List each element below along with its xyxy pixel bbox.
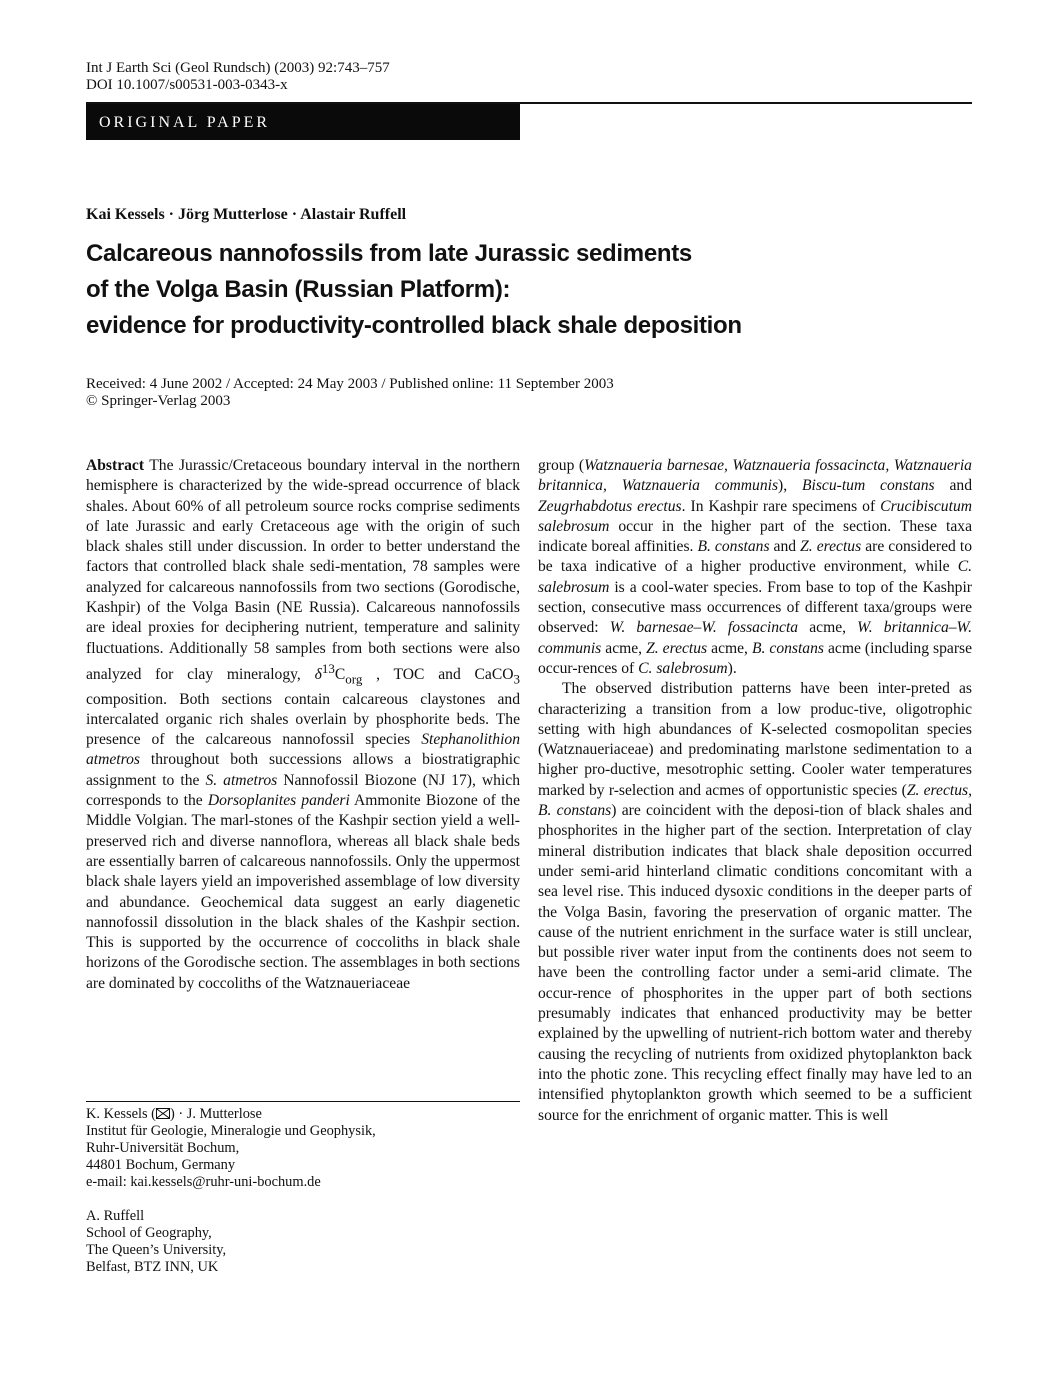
article-type-label: ORIGINAL PAPER bbox=[99, 114, 271, 131]
affiliation-email[interactable]: e-mail: kai.kessels@ruhr-uni-bochum.de bbox=[86, 1174, 321, 1190]
journal-citation: Int J Earth Sci (Geol Rundsch) (2003) 92:743–757 bbox=[86, 60, 390, 76]
affiliation-name: A. Ruffell bbox=[86, 1208, 145, 1224]
author-list: Kai Kessels · Jörg Mutterlose · Alastair Ruffell bbox=[86, 206, 407, 223]
affiliation-rule bbox=[86, 1101, 520, 1102]
abstract-paragraph-1-cont: group (Watznaueria barnesae, Watznaueria fossacincta, Watznaueria britannica, Watznaueria communis), Biscu-tum constans and Zeugrhabdotus erectus. In Kashpir rare specimens of Crucibiscutum salebrosum occur in the higher part of the section. These taxa indicate boreal affinities. B. constans and Z. erectus are considered to be taxa indicative of a higher productive environment, while C. salebrosum is a cool-water species. From base to top of the Kashpir section, consecutive mass occurrences of different taxa/groups were observed: W. barnesae–W. fossacincta acme, W. britannica–W. communis acme, Z. erectus acme, B. constans acme (including sparse occur-rences of C. salebrosum). bbox=[538, 457, 972, 677]
article-type-banner bbox=[86, 104, 520, 140]
affiliation-block-2 bbox=[86, 1208, 520, 1276]
envelope-icon[interactable] bbox=[156, 1108, 170, 1119]
article-title bbox=[86, 236, 742, 344]
affiliation-block-1 bbox=[86, 1106, 520, 1191]
abstract-paragraph-1: Abstract The Jurassic/Cretaceous boundary interval in the northern hemisphere is characterized by the wide-spread occurrence of black shales. About 60% of all petroleum source rocks comprise sediments of late Jurassic and early Cretaceous age with the origin of such black shales still under discussion. In order to better understand the factors that controlled black shale sedi-mentation, 78 samples were analyzed for calcareous nannofossils from two sections (Gorodische, Kashpir) of the Volga Basin (NE Russia). Calcareous nannofossils are ideal proxies for deciphering nutrient, temperature and salinity fluctuations. Additionally 58 samples from both sections were also analyzed for clay mineralogy, $\delta^{13}C_{org}$ , TOC and CaCO$_3$ composition. Both sections contain calcareous claystones and intercalated organic rich shales overlain by phosphorite beds. The presence of the calcareous nannofossil species Stephanolithion atmetros throughout both successions allows a biostratigraphic assignment to the S. atmetros Nannofossil Biozone (NJ 17), which corresponds to the Dorsoplanites panderi Ammonite Biozone of the Middle Volgian. The marl-stones of the Kashpir section yield a well-preserved rich and diverse nannoflora, whereas all black shale beds are essentially barren of calcareous nannofossils. Only the uppermost black shale layers yield an impoverished assemblage of low diversity and abundance. Geochemical data suggest an early diagenetic nannofossil dissolution in the black shales of the Kashpir section. This is supported by the occurrence of coccoliths in black shale horizons of the Gorodische section. The assemblages in both sections are dominated by coccoliths of the Watznaueriaceae bbox=[86, 457, 521, 992]
affiliation-city: Belfast, BTZ INN, UK bbox=[86, 1259, 219, 1275]
affiliation-school: School of Geography, bbox=[86, 1225, 212, 1241]
title-line-1: Calcareous nannofossils from late Jurassic sediments bbox=[86, 240, 692, 267]
abstract-heading: Abstract bbox=[86, 457, 145, 474]
affiliation-university: Ruhr-Universität Bochum, bbox=[86, 1140, 240, 1156]
journal-header bbox=[86, 60, 390, 94]
title-line-3: evidence for productivity-controlled black shale deposition bbox=[86, 312, 742, 339]
publication-dates bbox=[86, 376, 614, 410]
history-dates: Received: 4 June 2002 / Accepted: 24 May 2003 / Published online: 11 September 2003 bbox=[86, 376, 614, 392]
abstract-column-right bbox=[538, 456, 972, 1126]
title-line-2: of the Volga Basin (Russian Platform): bbox=[86, 276, 511, 303]
abstract-column-left bbox=[86, 456, 520, 994]
affiliation-institute: Institut für Geologie, Mineralogie und Geophysik, bbox=[86, 1123, 376, 1139]
affiliation-university: The Queen’s University, bbox=[86, 1242, 227, 1258]
affiliation-names: K. Kessels ( ) · J. Mutterlose bbox=[86, 1106, 262, 1122]
abstract-paragraph-2: The observed distribution patterns have been inter-preted as characterizing a transition from a low produc-tive, oligotrophic setting with high abundances of K-selected cosmopolitan species (Watznaueriaceae) and predominating marlstone sedimentation to a higher pro-ductive, mesotrophic setting. Cooler water temperatures marked by r-selection and acmes of opportunistic species (Z. erectus, B. constans) are coincident with the deposi-tion of black shales and phosphorites in the higher part of the section. Interpretation of clay mineral distribution indicates that black shale deposition occurred under semi-arid hinterland climatic conditions concomitant with a sea level rise. This induced dysoxic conditions in the deeper parts of the Volga Basin, favoring the preservation of organic matter. The cause of the nutrient enrichment in the surface water is still unclear, but possible river water input from the continents does not seem to have been the controlling factor under a semi-arid climate. The occur-rence of phosphorites in the upper part of both sections presumably indicates that enhanced productivity may be better explained by the upwelling of nutrient-rich bottom water and thereby causing the recycling of nutrients from oxidized phytoplankton back into the photic zone. This recycling effect finally may have led to an intensified phytoplankton growth which seemed to be a sufficient source for the enrichment of organic matter. This is well bbox=[538, 680, 972, 1124]
affiliation-city: 44801 Bochum, Germany bbox=[86, 1157, 236, 1173]
journal-doi[interactable]: DOI 10.1007/s00531-003-0343-x bbox=[86, 77, 288, 93]
copyright-notice: © Springer-Verlag 2003 bbox=[86, 393, 231, 409]
